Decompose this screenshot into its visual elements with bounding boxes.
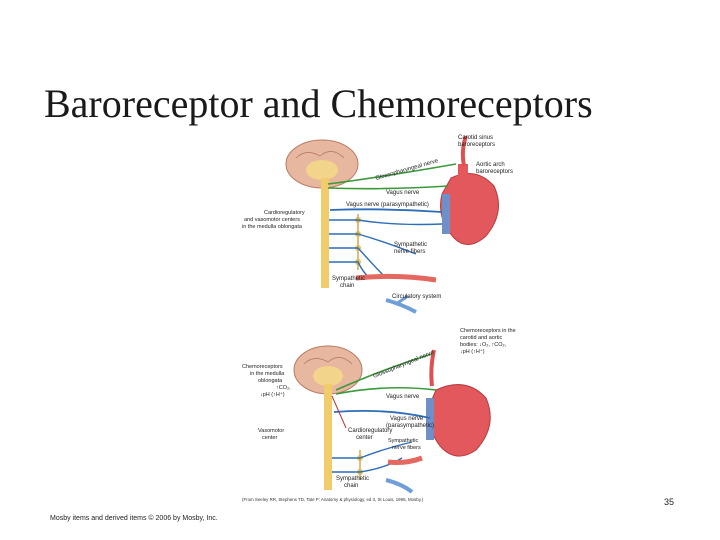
bottom-panel <box>242 328 516 492</box>
bottom-chemo-right-label-3: bodies: ↓O₂, ↑CO₂, <box>460 342 507 348</box>
bottom-vagus-para-label: Vagus nerve <box>390 416 424 422</box>
bottom-vagus-para-label-2: (parasympathetic) <box>386 423 435 429</box>
bottom-chemo-left-label: Chemoreceptors <box>242 364 283 370</box>
bottom-chemo-left-label-3: oblongata <box>258 378 283 384</box>
top-symp-chain-label-2: chain <box>340 283 355 289</box>
bottom-chemo-right-label-2: carotid and aortic <box>460 335 503 341</box>
top-spinal-cord <box>321 178 329 288</box>
bottom-symp-chain-label-2: chain <box>344 483 359 489</box>
top-aortic-label-2: baroreceptors <box>476 169 514 175</box>
top-aortic-label: Aortic arch <box>476 162 505 168</box>
top-carotid-label-2: baroreceptors <box>458 142 496 148</box>
bottom-heart <box>428 385 490 457</box>
top-cardio-label: Cardioregulatory <box>264 210 305 216</box>
bottom-chemo-left-label-2: in the medulla <box>250 371 285 377</box>
slide-footer: Mosby items and derived items © 2006 by Mosby, Inc. <box>50 515 218 522</box>
bottom-symp-fibers-label-2: nerve fibers <box>392 445 421 451</box>
top-panel <box>242 135 513 312</box>
top-cardio-label-3: in the medulla oblongata <box>242 224 302 230</box>
top-vagus-label: Vagus nerve <box>386 190 420 196</box>
top-symp-chain-label: Sympathetic <box>332 276 366 282</box>
bottom-vasomotor-label-2: center <box>262 435 278 441</box>
bottom-chemo-right-label: Chemoreceptors in the <box>460 328 516 334</box>
top-glosso-label: Glossopharyngeal nerve <box>374 158 440 182</box>
top-cardio-label-2: and vasomotor centers <box>244 217 300 223</box>
bottom-chemo-right-label-4: ↓pH (↑H⁺) <box>460 349 485 355</box>
top-carotid-label: Carotid sinus <box>458 135 494 141</box>
slide-title: Baroreceptor and Chemoreceptors <box>44 81 593 126</box>
bottom-spinal-cord <box>324 384 332 490</box>
bottom-symp-chain-label: Sympathetic <box>336 476 370 482</box>
bottom-symp-fibers-label: Sympathetic <box>388 438 419 444</box>
figure-credit: (From Seeley RR, Stephens TD, Tate P: Anatomy & physiology, ed 3, St Louis, 1995, Mosby.) <box>242 497 424 502</box>
bottom-vasomotor-label: Vasomotor <box>258 428 285 434</box>
receptor-figure <box>236 128 526 506</box>
page-number: 35 <box>664 497 675 507</box>
top-symp-fibers-label-2: nerve fibers <box>394 249 426 255</box>
bottom-glosso-label: Glossopharyngeal nerve <box>372 349 436 380</box>
bottom-chemo-left-label-5: ↓pH (↑H⁺) <box>260 392 285 398</box>
bottom-cardio-label: Cardioregulatory <box>348 428 393 434</box>
top-circ-label: Circulatory system <box>392 294 442 300</box>
bottom-vagus-label: Vagus nerve <box>386 394 420 400</box>
bottom-cardio-label-2: center <box>356 435 373 441</box>
bottom-chemo-left-label-4: ↑CO₂, <box>276 385 291 391</box>
top-vagus-para-label: Vagus nerve (parasympathetic) <box>346 202 429 208</box>
top-symp-fibers-label: Sympathetic <box>394 242 428 248</box>
